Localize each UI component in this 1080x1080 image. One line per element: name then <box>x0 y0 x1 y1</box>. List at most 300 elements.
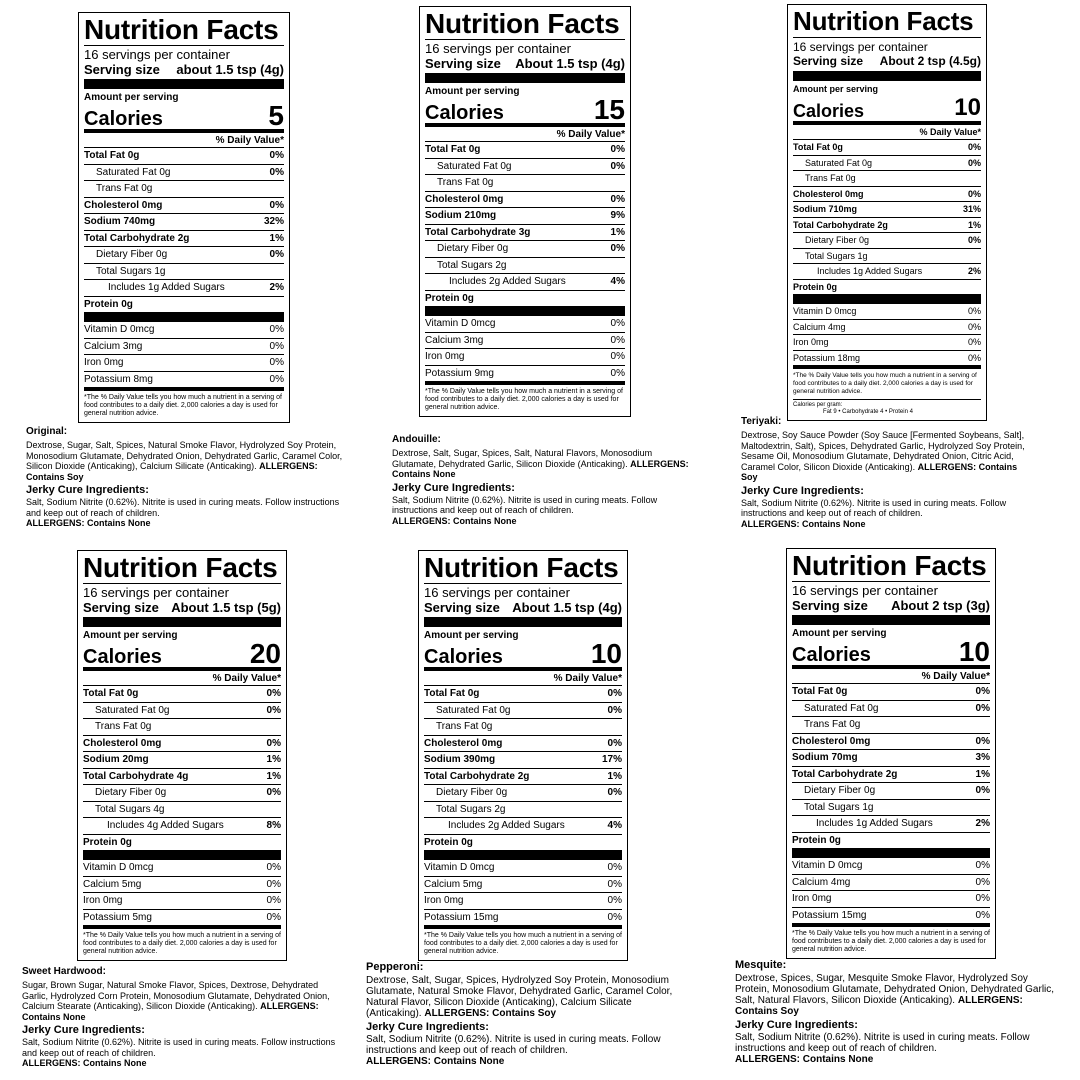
vitamin-dv: 0% <box>269 357 284 368</box>
calories-value: 10 <box>954 94 981 121</box>
daily-value-footnote: *The % Daily Value tells you how much a nutrient in a serving of food contributes to a daily diet. 2,000 calories a day is used for general nutrition advice. <box>793 365 981 396</box>
nutrient-dv: 0% <box>975 702 990 714</box>
flavor-name: Andouille: <box>392 434 441 445</box>
nutrition-facts-label <box>787 4 987 421</box>
serving-size-value: About 1.5 tsp (5g) <box>171 600 281 615</box>
nutrient-dv: 1% <box>269 232 284 244</box>
ingredients-list: Dextrose, Soy Sauce Powder (Soy Sauce [Fermented Soybeans, Salt], Maltodextrin, Salt), Spices, Dehydrated Garlic, Hydrolyzed Soy Protein, Sesame Oil, Monosodium Glutamate, Dehydrated Onion, Citric Acid, Caramel Color, Silicon Dioxide (Anticaking). <box>741 430 1025 472</box>
serving-size-value: About 2 tsp (3g) <box>891 598 990 613</box>
servings-per-container: 16 servings per container <box>84 47 230 62</box>
nutrient-row <box>84 147 284 164</box>
nutrient-name: Sodium 390mg <box>424 754 496 765</box>
nutrient-row <box>425 174 625 191</box>
nutrient-row <box>793 248 981 264</box>
nutrient-dv: 9% <box>610 210 625 221</box>
vitamin-row <box>792 890 990 907</box>
vitamin-row <box>83 909 281 926</box>
vitamin-name: Vitamin D 0mcg <box>83 862 154 873</box>
nutrient-dv: 0% <box>269 249 284 260</box>
nutrient-name: Trans Fat 0g <box>96 183 153 194</box>
calories-row <box>83 638 281 669</box>
nutrient-name: Cholesterol 0mg <box>793 188 864 199</box>
nutrient-row <box>83 735 281 752</box>
nutrient-row <box>84 197 284 214</box>
nutrient-name: Trans Fat 0g <box>804 719 861 730</box>
nutrient-name: Saturated Fat 0g <box>805 157 873 168</box>
nutrient-dv: 2% <box>975 818 990 829</box>
vitamin-dv: 0% <box>975 893 990 904</box>
nutrient-row <box>792 733 990 750</box>
vitamin-dv: 0% <box>266 862 281 873</box>
nutrient-dv: 0% <box>610 193 625 205</box>
nutrient-row <box>792 716 990 733</box>
flavor-name: Original: <box>26 426 68 437</box>
nutrient-row <box>793 279 981 295</box>
nutrient-row <box>793 263 981 279</box>
nutrient-name: Total Carbohydrate 2g <box>424 770 530 782</box>
nutrition-facts-label <box>786 548 996 959</box>
vitamin-row <box>425 332 625 349</box>
daily-value-footnote: *The % Daily Value tells you how much a nutrient in a serving of food contributes to a daily diet. 2,000 calories a day is used for general nutrition advice. <box>792 923 990 954</box>
serving-size-row <box>83 600 281 615</box>
calories-row <box>84 100 284 131</box>
calories-value: 20 <box>249 638 281 669</box>
nutrient-dv: 0% <box>269 199 284 211</box>
nutrient-row <box>84 263 284 280</box>
nutrient-name: Total Sugars 2g <box>437 259 507 271</box>
nutrient-name: Total Carbohydrate 2g <box>84 232 190 244</box>
nutrient-dv: 1% <box>610 226 625 238</box>
thick-divider <box>424 617 622 627</box>
ingredients-block-mesquite <box>735 959 1055 1065</box>
vitamin-section <box>425 316 625 381</box>
cure-allergen: ALLERGENS: Contains None <box>366 1056 505 1067</box>
vitamin-dv: 0% <box>610 367 625 379</box>
calories-label: Calories <box>793 101 865 121</box>
vitamin-name: Calcium 5mg <box>424 878 483 890</box>
nutrient-row <box>84 296 284 313</box>
vitamin-name: Vitamin D 0mcg <box>424 862 495 873</box>
nutrient-dv: 0% <box>266 787 281 798</box>
allergen-statement: ALLERGENS: Contains Soy <box>424 1008 557 1019</box>
nutrient-name: Total Fat 0g <box>424 688 480 699</box>
nutrient-dv: 2% <box>269 282 284 293</box>
vitamin-name: Iron 0mg <box>83 895 123 906</box>
nutrient-row <box>83 685 281 702</box>
nutrition-panel-sweet-hardwood <box>77 550 287 961</box>
nutrient-name: Dietary Fiber 0g <box>436 787 508 798</box>
vitamin-name: Calcium 3mg <box>84 340 143 352</box>
nutrient-row <box>424 817 622 834</box>
flavor-name: Pepperoni: <box>366 961 424 973</box>
nutrient-name: Dietary Fiber 0g <box>805 235 870 245</box>
nutrient-dv: 1% <box>975 768 990 780</box>
allergen-statement: ALLERGENS: Contains None <box>22 1001 319 1022</box>
daily-value-footnote: *The % Daily Value tells you how much a nutrient in a serving of food contributes to a daily diet. 2,000 calories a day is used for general nutrition advice. <box>424 925 622 956</box>
vitamin-row <box>425 348 625 365</box>
nutrient-dv: 0% <box>607 787 622 798</box>
nutrition-facts-label <box>78 12 290 423</box>
nutrient-name: Saturated Fat 0g <box>804 702 879 714</box>
calories-value: 15 <box>593 94 625 125</box>
nutrition-facts-label <box>77 550 287 961</box>
nutrient-dv: 4% <box>607 820 622 831</box>
nutrient-row <box>793 186 981 202</box>
nutrient-name: Saturated Fat 0g <box>436 704 511 716</box>
vitamin-name: Calcium 3mg <box>425 334 484 346</box>
flavor-name: Teriyaki: <box>741 416 782 427</box>
nutrient-row <box>425 141 625 158</box>
vitamin-dv: 0% <box>975 860 990 871</box>
daily-value-header: % Daily Value* <box>793 121 981 139</box>
nutrient-dv: 0% <box>967 188 981 199</box>
ingredients-text <box>741 430 1031 483</box>
ingredients-list: Dextrose, Sugar, Salt, Spices, Natural Smoke Flavor, Hydrolyzed Soy Protein, Monosodium Glutamate, Dehydrated Onion, Dehydrated Garlic, Caramel Color, Silicon Dioxide (Anticaking), Calcium Silicate (Anticaking). <box>26 440 343 471</box>
calories-row <box>424 638 622 669</box>
nutrient-name: Dietary Fiber 0g <box>437 243 509 254</box>
vitamin-row <box>83 876 281 893</box>
nutrient-row <box>425 290 625 307</box>
nutrient-name: Sodium 210mg <box>425 210 497 221</box>
nutrient-name: Protein 0g <box>84 298 133 310</box>
nutrition-panel-pepperoni <box>418 550 628 961</box>
nutrient-row <box>84 230 284 247</box>
cure-text: Salt, Sodium Nitrite (0.62%). Nitrite is used in curing meats. Follow instructions and keep out of reach of children. <box>366 1034 661 1056</box>
serving-size-value: about 1.5 tsp (4g) <box>176 62 284 77</box>
vitamin-section <box>792 858 990 923</box>
nutrient-dv: 1% <box>266 770 281 782</box>
thick-divider <box>793 294 981 304</box>
nutrient-dv: 1% <box>266 754 281 765</box>
vitamin-row <box>424 892 622 909</box>
vitamin-row <box>792 858 990 874</box>
nutrient-name: Trans Fat 0g <box>95 721 152 732</box>
nutrient-name: Protein 0g <box>424 836 473 848</box>
nutrient-row <box>424 801 622 818</box>
amount-per-serving: Amount per serving <box>84 92 179 103</box>
cure-allergen: ALLERGENS: Contains None <box>741 518 866 529</box>
nutrient-row <box>792 815 990 832</box>
thick-divider <box>83 617 281 627</box>
thick-divider <box>793 71 981 81</box>
nutrient-row <box>424 751 622 768</box>
vitamin-name: Potassium 9mg <box>425 367 494 379</box>
daily-value-header: % Daily Value* <box>425 123 625 141</box>
nutrient-row <box>424 768 622 785</box>
nutrient-row <box>792 700 990 717</box>
nutrient-dv: 31% <box>962 204 981 214</box>
cure-title: Jerky Cure Ingredients: <box>392 481 515 494</box>
nutrient-dv: 0% <box>610 160 625 172</box>
nutrient-name: Total Fat 0g <box>425 144 481 155</box>
allergen-statement: ALLERGENS: Contains Soy <box>26 461 318 482</box>
nutrient-dv: 1% <box>967 219 981 230</box>
thick-divider <box>425 306 625 316</box>
vitamin-name: Potassium 15mg <box>792 909 867 921</box>
calories-per-gram-label: Calories per gram: <box>793 402 843 408</box>
cure-allergen: ALLERGENS: Contains None <box>735 1054 874 1065</box>
nutrient-row <box>424 834 622 851</box>
ingredients-text <box>26 440 346 482</box>
ingredients-list: Dextrose, Salt, Sugar, Spices, Hydrolyzed Soy Protein, Monosodium Glutamate, Natural Smoke Flavor, Dehydrated Garlic, Caramel Color, Natural Flavor, Silicon Dioxide (Anticaking), Calcium Silicate (Anticaking). <box>366 975 673 1019</box>
nutrient-name: Cholesterol 0mg <box>424 737 503 749</box>
serving-size-row <box>424 600 622 615</box>
nutrient-dv: 4% <box>610 276 625 287</box>
nutrient-name: Dietary Fiber 0g <box>96 249 168 260</box>
vitamin-row <box>84 354 284 371</box>
amount-per-serving: Amount per serving <box>792 628 887 639</box>
nutrient-row <box>425 191 625 208</box>
nutrient-dv: 0% <box>975 785 990 796</box>
vitamin-dv: 0% <box>975 909 990 921</box>
vitamin-row <box>424 909 622 926</box>
nutrient-name: Total Fat 0g <box>84 150 140 161</box>
vitamin-name: Iron 0mg <box>425 351 465 362</box>
nutrient-row <box>425 257 625 274</box>
vitamin-row <box>84 322 284 338</box>
nutrient-name: Includes 1g Added Sugars <box>816 818 933 829</box>
vitamin-dv: 0% <box>967 321 981 332</box>
vitamin-dv: 0% <box>266 878 281 890</box>
serving-size-label: Serving size <box>792 598 868 613</box>
ingredients-text <box>392 448 692 480</box>
nutrient-dv: 3% <box>975 752 990 763</box>
nutrient-name: Total Sugars 1g <box>804 801 874 813</box>
allergen-statement: ALLERGENS: Contains Soy <box>741 461 1018 482</box>
vitamin-row <box>425 365 625 382</box>
daily-value-header: % Daily Value* <box>83 667 281 685</box>
vitamin-dv: 0% <box>269 373 284 385</box>
serving-size-value: About 2 tsp (4.5g) <box>879 54 981 68</box>
amount-per-serving: Amount per serving <box>424 630 519 641</box>
thick-divider <box>425 73 625 83</box>
nutrient-row <box>792 799 990 816</box>
thick-divider <box>84 79 284 89</box>
nutrient-row <box>83 702 281 719</box>
nutrient-row <box>425 240 625 257</box>
nutrient-row <box>83 817 281 834</box>
vitamin-dv: 0% <box>607 878 622 890</box>
vitamin-dv: 0% <box>607 895 622 906</box>
vitamin-row <box>424 860 622 876</box>
nutrient-dv: 0% <box>607 704 622 716</box>
vitamin-dv: 0% <box>975 876 990 888</box>
vitamin-section <box>84 322 284 387</box>
flavor-name: Mesquite: <box>735 959 787 971</box>
nutrient-name: Cholesterol 0mg <box>84 199 163 211</box>
nutrient-row <box>424 784 622 801</box>
nutrient-name: Total Sugars 2g <box>436 803 506 815</box>
serving-size-label: Serving size <box>84 62 160 77</box>
cure-text: Salt, Sodium Nitrite (0.62%). Nitrite is used in curing meats. Follow instructions and keep out of reach of children. <box>22 1037 336 1058</box>
cure-text: Salt, Sodium Nitrite (0.62%). Nitrite is used in curing meats. Follow instructions and keep out of reach of children. <box>26 497 340 518</box>
calories-value: 10 <box>958 636 990 667</box>
cure-title: Jerky Cure Ingredients: <box>22 1024 145 1036</box>
serving-size-label: Serving size <box>424 600 500 615</box>
nutrition-facts-title: Nutrition Facts <box>424 553 622 584</box>
calories-row <box>792 636 990 667</box>
nutrient-name: Total Carbohydrate 2g <box>793 219 888 230</box>
servings-per-container: 16 servings per container <box>424 585 570 600</box>
allergen-statement: ALLERGENS: Contains Soy <box>735 995 1023 1017</box>
calories-per-gram-values: Fat 9 • Carbohydrate 4 • Protein 4 <box>823 409 913 415</box>
nutrient-name: Includes 1g Added Sugars <box>108 282 225 293</box>
nutrient-name: Saturated Fat 0g <box>437 160 512 172</box>
nutrient-row <box>83 751 281 768</box>
nutrient-name: Protein 0g <box>83 836 132 848</box>
nutrient-name: Trans Fat 0g <box>805 173 856 183</box>
servings-per-container: 16 servings per container <box>793 40 928 54</box>
serving-size-row <box>792 598 990 613</box>
nutrition-facts-title: Nutrition Facts <box>83 553 281 584</box>
nutrient-row <box>83 834 281 851</box>
serving-size-row <box>84 62 284 77</box>
vitamin-dv: 0% <box>967 306 981 316</box>
daily-value-footnote: *The % Daily Value tells you how much a nutrient in a serving of food contributes to a daily diet. 2,000 calories a day is used for general nutrition advice. <box>83 925 281 956</box>
nutrient-name: Sodium 740mg <box>84 216 156 227</box>
nutrient-name: Trans Fat 0g <box>437 177 494 188</box>
calories-per-gram <box>793 399 981 416</box>
vitamin-row <box>83 892 281 909</box>
nutrition-facts-label <box>418 550 628 961</box>
nutrient-row <box>792 683 990 700</box>
vitamin-name: Vitamin D 0mcg <box>792 860 863 871</box>
vitamin-row <box>793 319 981 335</box>
cure-title: Jerky Cure Ingredients: <box>26 484 149 496</box>
nutrient-dv: 0% <box>610 144 625 155</box>
nutrient-name: Dietary Fiber 0g <box>95 787 167 798</box>
vitamin-name: Vitamin D 0mcg <box>793 306 857 316</box>
cure-allergen: ALLERGENS: Contains None <box>22 1058 147 1068</box>
vitamin-row <box>792 907 990 924</box>
nutrient-name: Cholesterol 0mg <box>425 193 504 205</box>
cure-title: Jerky Cure Ingredients: <box>735 1019 858 1031</box>
vitamin-name: Iron 0mg <box>84 357 124 368</box>
nutrient-name: Includes 2g Added Sugars <box>448 820 565 831</box>
allergen-statement: ALLERGENS: Contains None <box>392 458 689 479</box>
thick-divider <box>424 850 622 860</box>
thick-divider <box>84 312 284 322</box>
nutrient-name: Total Sugars 1g <box>96 265 166 277</box>
vitamin-name: Calcium 5mg <box>83 878 142 890</box>
servings-per-container: 16 servings per container <box>83 585 229 600</box>
nutrient-name: Protein 0g <box>793 281 838 292</box>
vitamin-name: Potassium 18mg <box>793 352 861 363</box>
nutrition-facts-label <box>419 6 631 417</box>
vitamin-dv: 0% <box>266 895 281 906</box>
vitamin-dv: 0% <box>266 911 281 923</box>
flavor-name: Sweet Hardwood: <box>22 966 106 977</box>
nutrient-dv: 0% <box>269 166 284 178</box>
nutrient-dv: 0% <box>967 235 981 245</box>
vitamin-row <box>84 371 284 388</box>
nutrient-row <box>424 735 622 752</box>
cure-allergen: ALLERGENS: Contains None <box>26 518 151 528</box>
nutrient-dv: 0% <box>607 688 622 699</box>
nutrient-row <box>84 180 284 197</box>
nutrient-dv: 0% <box>607 737 622 749</box>
nutrient-row <box>792 832 990 849</box>
ingredients-block-sweet-hardwood <box>22 966 340 1069</box>
vitamin-row <box>424 876 622 893</box>
nutrient-name: Total Sugars 1g <box>805 250 868 261</box>
nutrition-panel-mesquite <box>786 548 996 959</box>
ingredients-block-pepperoni <box>366 961 686 1067</box>
nutrient-row <box>425 273 625 290</box>
nutrient-dv: 0% <box>967 142 981 152</box>
nutrient-name: Total Fat 0g <box>83 688 139 699</box>
nutrient-name: Saturated Fat 0g <box>96 166 171 178</box>
vitamin-name: Vitamin D 0mcg <box>425 318 496 329</box>
amount-per-serving: Amount per serving <box>83 630 178 641</box>
calories-row <box>425 94 625 125</box>
vitamin-section <box>83 860 281 925</box>
nutrient-dv: 0% <box>269 150 284 161</box>
ingredients-text <box>366 975 686 1019</box>
vitamin-row <box>83 860 281 876</box>
vitamin-row <box>425 316 625 332</box>
serving-size-row <box>793 54 981 69</box>
nutrient-dv: 1% <box>607 770 622 782</box>
nutrient-name: Includes 2g Added Sugars <box>449 276 566 287</box>
serving-size-label: Serving size <box>793 54 864 68</box>
nutrient-name: Total Fat 0g <box>792 686 848 697</box>
nutrient-dv: 0% <box>975 686 990 697</box>
nutrient-row <box>793 170 981 186</box>
ingredients-text <box>22 980 340 1022</box>
nutrient-name: Total Sugars 4g <box>95 803 165 815</box>
nutrient-dv: 0% <box>266 704 281 716</box>
vitamin-name: Potassium 15mg <box>424 911 499 923</box>
nutrient-name: Cholesterol 0mg <box>792 735 871 747</box>
nutrient-row <box>792 749 990 766</box>
vitamin-dv: 0% <box>607 911 622 923</box>
nutrition-panel-andouille <box>419 6 631 417</box>
vitamin-dv: 0% <box>610 351 625 362</box>
ingredients-block-andouille <box>392 434 692 526</box>
nutrient-row <box>792 782 990 799</box>
amount-per-serving: Amount per serving <box>793 84 879 94</box>
vitamin-row <box>793 334 981 350</box>
nutrient-dv: 8% <box>266 820 281 831</box>
nutrient-name: Includes 4g Added Sugars <box>107 820 224 831</box>
vitamin-name: Iron 0mg <box>424 895 464 906</box>
vitamin-name: Calcium 4mg <box>792 876 851 888</box>
daily-value-footnote: *The % Daily Value tells you how much a nutrient in a serving of food contributes to a daily diet. 2,000 calories a day is used for general nutrition advice. <box>84 387 284 418</box>
thick-divider <box>792 848 990 858</box>
amount-per-serving: Amount per serving <box>425 86 520 97</box>
ingredients-list: Dextrose, Spices, Sugar, Mesquite Smoke Flavor, Hydrolyzed Soy Protein, Monosodium Glutamate, Dehydrated Onion, Dehydrated Garlic, Salt, Natural Flavors, Silicon Dioxide (Anticaking). <box>735 973 1055 1006</box>
nutrient-row <box>424 702 622 719</box>
nutrition-facts-title: Nutrition Facts <box>793 7 981 38</box>
nutrient-name: Total Fat 0g <box>793 142 843 152</box>
vitamin-dv: 0% <box>269 324 284 335</box>
nutrition-facts-title: Nutrition Facts <box>792 551 990 582</box>
nutrient-row <box>84 213 284 230</box>
nutrient-name: Total Carbohydrate 4g <box>83 770 189 782</box>
nutrition-facts-title: Nutrition Facts <box>84 15 284 46</box>
nutrient-dv: 0% <box>975 735 990 747</box>
nutrient-row <box>84 246 284 263</box>
daily-value-header: % Daily Value* <box>424 667 622 685</box>
nutrition-panel-original <box>78 12 290 423</box>
vitamin-row <box>792 874 990 891</box>
thick-divider <box>792 615 990 625</box>
calories-row <box>793 95 981 121</box>
calories-label: Calories <box>83 646 162 668</box>
cure-text: Salt, Sodium Nitrite (0.62%). Nitrite is used in curing meats. Follow instructions and keep out of reach of children. <box>741 497 1007 518</box>
nutrient-name: Protein 0g <box>425 292 474 304</box>
